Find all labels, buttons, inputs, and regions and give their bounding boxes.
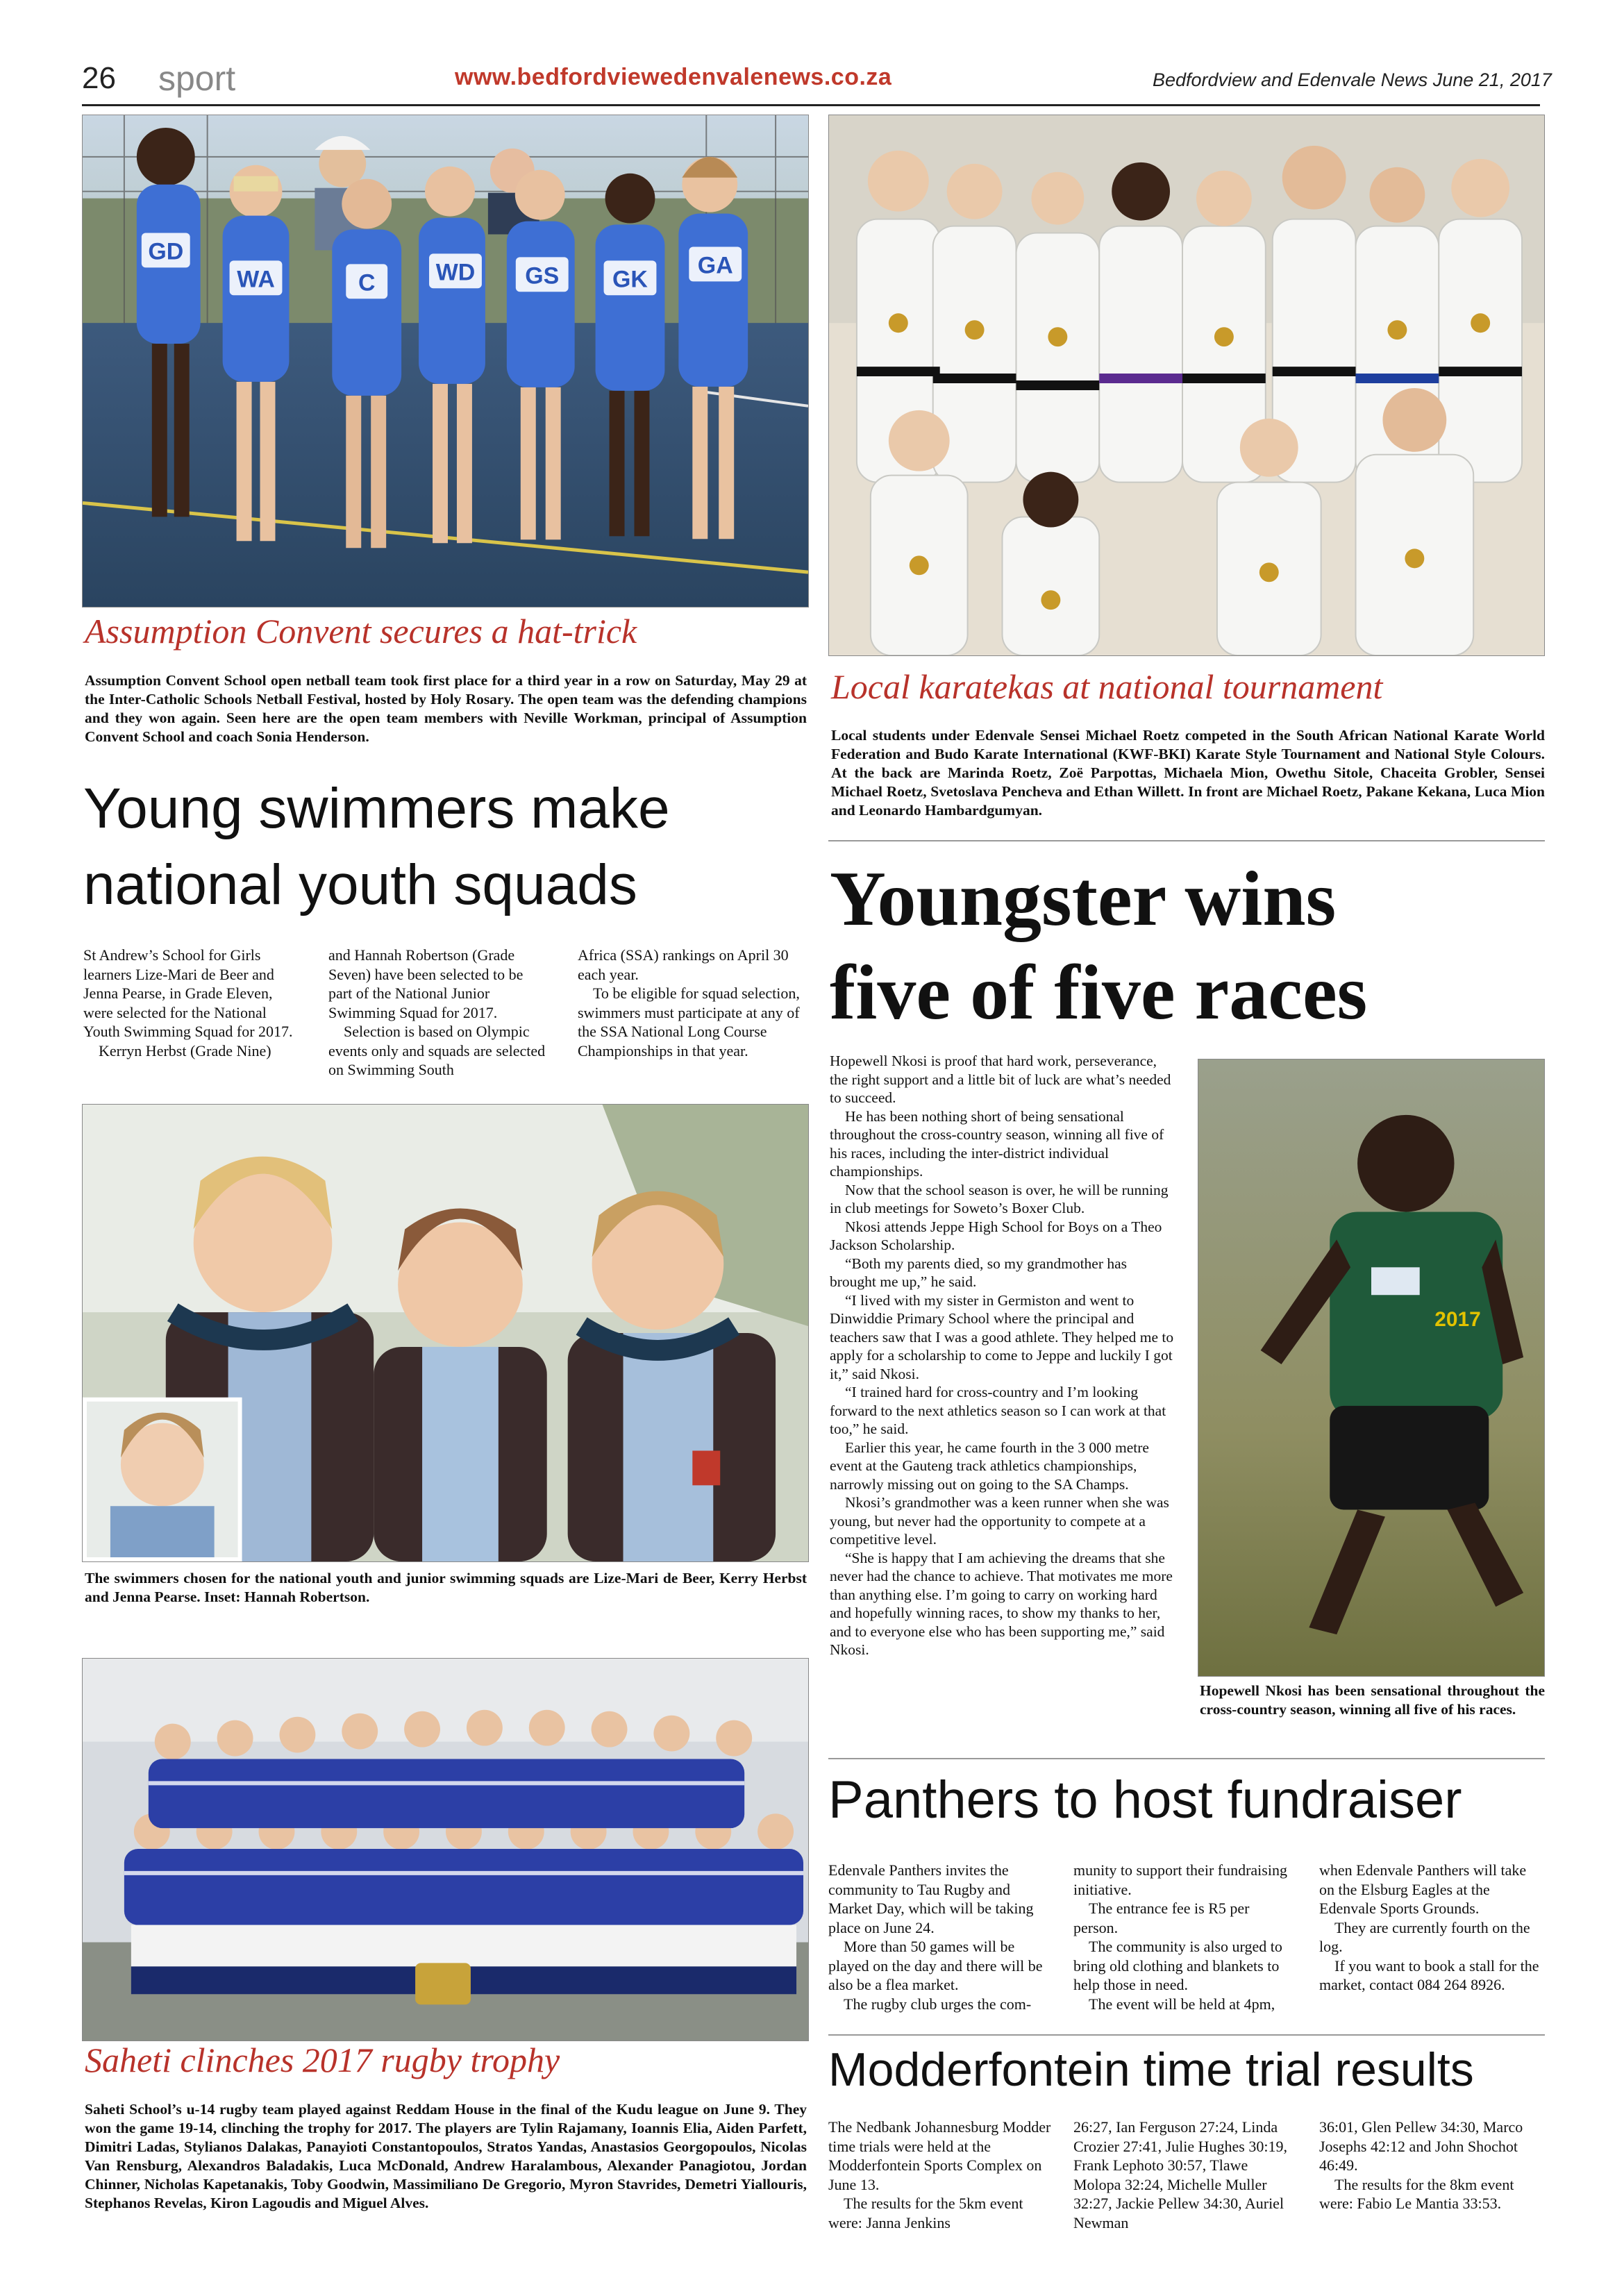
panthers-col2-para: The entrance fee is R5 per person. — [1073, 1900, 1250, 1936]
swimmers-column-3 — [578, 946, 803, 1060]
youngster-para: “Both my parents died, so my grandmother has brought me up,” he said. — [830, 1255, 1128, 1290]
panthers-col2-para: The community is also urged to bring old clothing and blankets to help those in need. — [1073, 1938, 1282, 1993]
youngster-para: Nkosi’s grandmother was a keen runner when she was young, but never had the opportunity to compete at a competitive level. — [830, 1494, 1169, 1548]
website-link[interactable]: www.bedfordviewedenvalenews.co.za — [455, 64, 892, 90]
modderfontein-divider — [828, 2034, 1545, 2036]
runner-caption: Hopewell Nkosi has been sensational throughout the cross-country season, winning all five of his races. — [1200, 1682, 1545, 1718]
header-rule — [82, 104, 1540, 106]
youngster-para: Now that the school season is over, he will be running in club meetings for Soweto’s Boxer Club. — [830, 1181, 1169, 1216]
modderfontein-column-2 — [1073, 2118, 1297, 2232]
netball-team-photo — [82, 115, 809, 607]
youngster-para: Earlier this year, he came fourth in the 3 000 metre event at the Gauteng track athletics championships, narrowly missing out on going to the SA Champs. — [830, 1439, 1149, 1493]
bib-wd: WD — [435, 259, 476, 286]
karate-caption: Local students under Edenvale Sensei Michael Roetz competed in the South African National Karate World Federation and Budo Karate International (KWF-BKI) Karate Style Tournament and National Style Colours. At the back are Marinda Roetz, Zoë Parpottas, Michaela Mion, Owethu Sitole, Chaceita Grobler, Sensei Michael Roetz, Svetoslava Pencheva and Ethan Willett. In front are Michael Roetz, Pakane Kekana, Luca Mion and Leonardo Hambardgumyan. — [831, 727, 1545, 819]
bib-ga: GA — [697, 252, 733, 279]
modderfontein-headline: Modderfontein time trial results — [828, 2043, 1474, 2096]
youngster-body — [830, 1052, 1177, 1659]
modderfontein-col1-para: The results for the 5km event were: Janna Jenkins — [828, 2195, 1023, 2231]
youngster-para: Hopewell Nkosi is proof that hard work, perseverance, the right support and a little bit of luck are what’s needed to succeed. — [830, 1053, 1171, 1106]
netball-headline: Assumption Convent secures a hat-trick — [85, 612, 637, 651]
swimmers-col3-para: To be eligible for squad selection, swimmers must participate at any of the SSA National Long Course Championships in that year. — [578, 984, 800, 1059]
runner-shirt-year: 2017 — [1434, 1308, 1481, 1332]
panthers-col3-para: when Edenvale Panthers will take on the Elsburg Eagles at the Edenvale Sports Grounds. — [1319, 1861, 1527, 1917]
panthers-col3-para: They are currently fourth on the log. — [1319, 1918, 1530, 1955]
netball-caption: Assumption Convent School open netball team took first place for a third year in a row on Saturday, May 29 at the Inter-Catholic Schools Netball Festival, hosted by Holy Rosary. The open team was the defending champions and they won again. Seen here are the open team members with Neville Workman, principal of Assumption Convent School and coach Sonia Henderson. — [85, 672, 807, 745]
panthers-headline: Panthers to host fundraiser — [828, 1770, 1462, 1829]
karate-photo-graphic — [829, 115, 1544, 655]
modderfontein-col3-para: The results for the 8km event were: Fabio Le Mantia 33:53. — [1319, 2175, 1514, 2212]
panthers-column-1 — [828, 1861, 1052, 2013]
bib-gd: GD — [148, 238, 184, 265]
page-number: 26 — [82, 61, 116, 95]
rugby-photo-graphic — [83, 1659, 808, 2041]
modderfontein-column-3 — [1319, 2118, 1543, 2213]
rugby-caption: Saheti School’s u-14 rugby team played against Reddam House in the final of the Kudu league on June 9. They won the game 19-14, clinching the trophy for 2017. The players are Tylin Rajamany, Ioannis Elia, Aiden Parfett, Dimitri Ladas, Stylianos Dalakas, Panayioti Constantopoulos, Stratos Yandas, Anastasios Georgopoulos, Nicolas Van Rensburg, Alexandros Baladakis, Luca McDonald, Andrew Haralambous, Alexander Panagiotou, Jordan Chinner, Nicholas Kapetanakis, Toby Goodwin, Massimiliano De Gregorio, Myron Stavrides, Demetri Yiallouris, Stephanos Revelas, Kiron Lagoudis and Miguel Alves. — [85, 2101, 807, 2211]
modderfontein-col3-para: 36:01, Glen Pellew 34:30, Marco Josephs 42:12 and John Shochot 46:49. — [1319, 2118, 1523, 2174]
runner-photo-graphic — [1198, 1059, 1544, 1676]
swimmers-photo-graphic — [83, 1105, 808, 1561]
swimmers-col2-para: and Hannah Robertson (Grade Seven) have been selected to be part of the National Junior Swimming Squad for 2017. — [328, 946, 524, 1021]
swimmers-col3-para: Africa (SSA) rankings on April 30 each year. — [578, 946, 789, 983]
panthers-col1-para: Edenvale Panthers invites the community to Tau Rugby and Market Day, which will be taking place on June 24. — [828, 1861, 1034, 1936]
youngster-para: “She is happy that I am achieving the dreams that she never had the chance to achieve. That motivates me more than anything else. I’m going to carry on working hard and hopefully winning races, to show my thanks to her, and to everyone else who has been supporting me,” said Nkosi. — [830, 1549, 1173, 1658]
swimmers-col1-para: St Andrew’s School for Girls learners Lize-Mari de Beer and Jenna Pearse, in Grade Eleven, were selected for the National Youth Swimming Squad for 2017. — [83, 946, 293, 1040]
bib-gk: GK — [612, 266, 648, 293]
panthers-col2-para: munity to support their fundraising initiative. — [1073, 1861, 1287, 1898]
youngster-para: “I trained hard for cross-country and I’m looking forward to the next athletics season so I can work at that too,” he said. — [830, 1384, 1166, 1437]
swimmers-caption: The swimmers chosen for the national youth and junior swimming squads are Lize-Mari de Beer, Kerry Herbst and Jenna Pearse. Inset: Hannah Robertson. — [85, 1570, 807, 1605]
netball-photo-graphic — [83, 115, 808, 607]
panthers-col2-para: The event will be held at 4pm, — [1089, 1995, 1275, 2013]
karate-divider — [828, 840, 1545, 841]
swimmers-col1-para: Kerryn Herbst (Grade Nine) — [99, 1041, 271, 1059]
swimmers-col2-para: Selection is based on Olympic events only and squads are selected on Swimming South — [328, 1023, 546, 1078]
swimmers-column-2 — [328, 946, 551, 1080]
panthers-divider — [828, 1758, 1545, 1759]
panthers-col3-para: If you want to book a stall for the market, contact 084 264 8926. — [1319, 1956, 1539, 1993]
swimmers-photo — [82, 1104, 809, 1562]
swimmers-column-1 — [83, 946, 305, 1060]
modderfontein-column-1 — [828, 2118, 1052, 2232]
section-label: sport — [158, 59, 236, 98]
rugby-headline: Saheti clinches 2017 rugby trophy — [85, 2041, 560, 2079]
modderfontein-col1-para: The Nedbank Johannesburg Modder time trials were held at the Modderfontein Sports Complex on June 13. — [828, 2118, 1051, 2193]
karate-team-photo — [828, 115, 1545, 656]
swimmers-headline: Young swimmers make national youth squads — [83, 777, 670, 916]
youngster-para: “I lived with my sister in Germiston and went to Dinwiddie Primary School where the principal and teachers saw that I was a good athlete. They helped me to apply for a scholarship to come to Jeppe and luckily I got it,” said Nkosi. — [830, 1291, 1174, 1382]
panthers-column-3 — [1319, 1861, 1543, 1995]
panthers-col1-para: More than 50 games will be played on the day and there will be also be a flea market. — [828, 1938, 1043, 1993]
paper-date: Bedfordview and Edenvale News June 21, 2017 — [1153, 69, 1552, 90]
bib-c: C — [358, 269, 376, 296]
runner-photo — [1198, 1059, 1545, 1677]
panthers-column-2 — [1073, 1861, 1297, 2013]
panthers-col1-para: The rugby club urges the com- — [844, 1995, 1032, 2013]
karate-headline: Local karatekas at national tournament — [831, 667, 1383, 706]
youngster-headline-line-2: five of five races — [830, 950, 1368, 1036]
bib-gs: GS — [525, 262, 560, 290]
youngster-headline-line-1: Youngster wins — [830, 856, 1337, 942]
youngster-para: Nkosi attends Jeppe High School for Boys on a Theo Jackson Scholarship. — [830, 1218, 1162, 1253]
youngster-para: He has been nothing short of being sensational throughout the cross-country season, winning all five of his races, including the inter-district individual championships. — [830, 1107, 1164, 1180]
modderfontein-col2-para: 26:27, Ian Ferguson 27:24, Linda Crozier 27:41, Julie Hughes 30:19, Frank Lephoto 30:57, Tlawe Molopa 32:24, Michelle Muller 32:27, Jackie Pellew 34:30, Auriel Newman — [1073, 2118, 1287, 2231]
rugby-team-photo — [82, 1658, 809, 2041]
bib-wa: WA — [237, 266, 275, 293]
